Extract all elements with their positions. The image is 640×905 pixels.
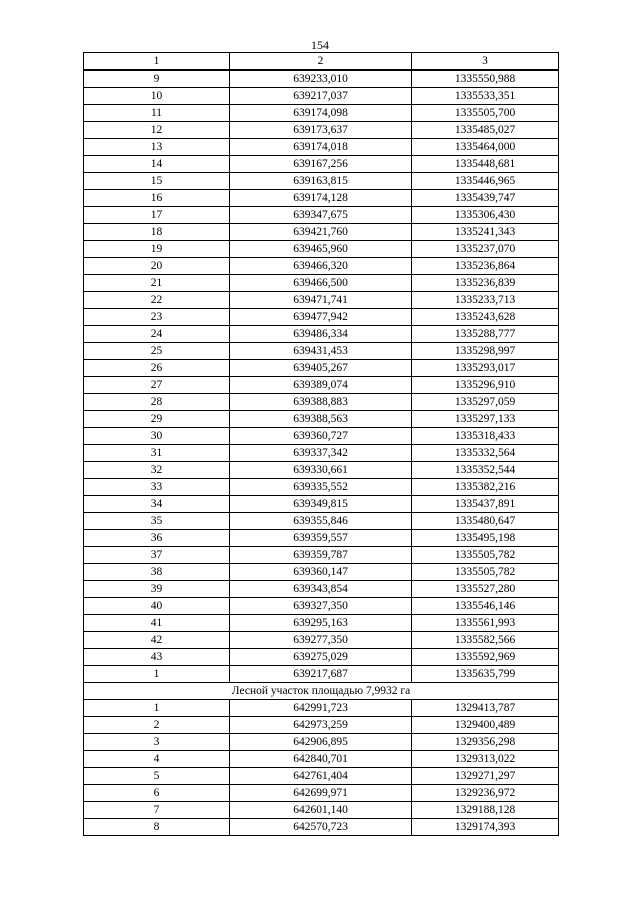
- y-coordinate-cell: 1329271,297: [412, 768, 559, 785]
- x-coordinate-cell: 642570,723: [230, 819, 412, 836]
- table-row: [84, 241, 559, 258]
- table-row: [84, 530, 559, 547]
- point-number-cell: 35: [84, 513, 230, 530]
- point-number-cell: 9: [84, 70, 230, 88]
- point-number-cell: 27: [84, 377, 230, 394]
- table-row: [84, 70, 559, 88]
- y-coordinate-cell: 1335448,681: [412, 156, 559, 173]
- point-number-cell: 13: [84, 139, 230, 156]
- x-coordinate-cell: 639465,960: [230, 241, 412, 258]
- x-coordinate-cell: 639421,760: [230, 224, 412, 241]
- y-coordinate-cell: 1335297,059: [412, 394, 559, 411]
- point-number-cell: 4: [84, 751, 230, 768]
- point-number-cell: 14: [84, 156, 230, 173]
- x-coordinate-cell: 642601,140: [230, 802, 412, 819]
- table-row: [84, 615, 559, 632]
- point-number-cell: 3: [84, 734, 230, 751]
- x-coordinate-cell: 642699,971: [230, 785, 412, 802]
- point-number-cell: 19: [84, 241, 230, 258]
- point-number-cell: 1: [84, 700, 230, 717]
- x-coordinate-cell: 642840,701: [230, 751, 412, 768]
- x-coordinate-cell: 639277,350: [230, 632, 412, 649]
- x-coordinate-cell: 639471,741: [230, 292, 412, 309]
- table-row: [84, 700, 559, 717]
- x-coordinate-cell: 639337,342: [230, 445, 412, 462]
- x-coordinate-cell: 642973,259: [230, 717, 412, 734]
- y-coordinate-cell: 1335527,280: [412, 581, 559, 598]
- y-coordinate-cell: 1329313,022: [412, 751, 559, 768]
- y-coordinate-cell: 1335561,993: [412, 615, 559, 632]
- table-row: [84, 768, 559, 785]
- point-number-cell: 34: [84, 496, 230, 513]
- table-row: [84, 258, 559, 275]
- point-number-cell: 17: [84, 207, 230, 224]
- point-number-cell: 15: [84, 173, 230, 190]
- point-number-cell: 16: [84, 190, 230, 207]
- point-number-cell: 24: [84, 326, 230, 343]
- table-row: [84, 156, 559, 173]
- table-row: [84, 309, 559, 326]
- table-row: [84, 734, 559, 751]
- x-coordinate-cell: 639405,267: [230, 360, 412, 377]
- column-header-y: 3: [412, 53, 559, 71]
- point-number-cell: 23: [84, 309, 230, 326]
- table-row: [84, 411, 559, 428]
- y-coordinate-cell: 1335592,969: [412, 649, 559, 666]
- x-coordinate-cell: 639295,163: [230, 615, 412, 632]
- y-coordinate-cell: 1335505,782: [412, 564, 559, 581]
- y-coordinate-cell: 1335635,799: [412, 666, 559, 683]
- point-number-cell: 38: [84, 564, 230, 581]
- x-coordinate-cell: 639167,256: [230, 156, 412, 173]
- x-coordinate-cell: 639349,815: [230, 496, 412, 513]
- x-coordinate-cell: 639233,010: [230, 70, 412, 88]
- point-number-cell: 41: [84, 615, 230, 632]
- y-coordinate-cell: 1335236,839: [412, 275, 559, 292]
- x-coordinate-cell: 639486,334: [230, 326, 412, 343]
- y-coordinate-cell: 1335243,628: [412, 309, 559, 326]
- point-number-cell: 40: [84, 598, 230, 615]
- y-coordinate-cell: 1329188,128: [412, 802, 559, 819]
- table-row: [84, 207, 559, 224]
- point-number-cell: 33: [84, 479, 230, 496]
- coordinates-table-body: [84, 53, 559, 836]
- x-coordinate-cell: 639174,098: [230, 105, 412, 122]
- y-coordinate-cell: 1335582,566: [412, 632, 559, 649]
- table-row: [84, 462, 559, 479]
- table-row: [84, 513, 559, 530]
- y-coordinate-cell: 1329356,298: [412, 734, 559, 751]
- table-row: [84, 343, 559, 360]
- y-coordinate-cell: 1335296,910: [412, 377, 559, 394]
- x-coordinate-cell: 639360,147: [230, 564, 412, 581]
- y-coordinate-cell: 1335241,343: [412, 224, 559, 241]
- table-row: [84, 139, 559, 156]
- y-coordinate-cell: 1335485,027: [412, 122, 559, 139]
- table-row: [84, 632, 559, 649]
- x-coordinate-cell: 639217,687: [230, 666, 412, 683]
- y-coordinate-cell: 1335382,216: [412, 479, 559, 496]
- y-coordinate-cell: 1335550,988: [412, 70, 559, 88]
- table-row: [84, 377, 559, 394]
- point-number-cell: 1: [84, 666, 230, 683]
- table-row: [84, 598, 559, 615]
- y-coordinate-cell: 1335236,864: [412, 258, 559, 275]
- x-coordinate-cell: 639466,500: [230, 275, 412, 292]
- y-coordinate-cell: 1335352,544: [412, 462, 559, 479]
- point-number-cell: 8: [84, 819, 230, 836]
- y-coordinate-cell: 1329236,972: [412, 785, 559, 802]
- table-row: [84, 785, 559, 802]
- y-coordinate-cell: 1335318,433: [412, 428, 559, 445]
- point-number-cell: 6: [84, 785, 230, 802]
- table-row: [84, 751, 559, 768]
- x-coordinate-cell: 642906,895: [230, 734, 412, 751]
- x-coordinate-cell: 639431,453: [230, 343, 412, 360]
- x-coordinate-cell: 639388,883: [230, 394, 412, 411]
- point-number-cell: 5: [84, 768, 230, 785]
- y-coordinate-cell: 1335505,782: [412, 547, 559, 564]
- x-coordinate-cell: 639359,787: [230, 547, 412, 564]
- table-row: [84, 122, 559, 139]
- x-coordinate-cell: 639360,727: [230, 428, 412, 445]
- table-row: [84, 190, 559, 207]
- y-coordinate-cell: 1335233,713: [412, 292, 559, 309]
- point-number-cell: 12: [84, 122, 230, 139]
- y-coordinate-cell: 1335293,017: [412, 360, 559, 377]
- y-coordinate-cell: 1329413,787: [412, 700, 559, 717]
- point-number-cell: 30: [84, 428, 230, 445]
- table-row: [84, 292, 559, 309]
- table-row: [84, 547, 559, 564]
- table-row: [84, 428, 559, 445]
- point-number-cell: 32: [84, 462, 230, 479]
- table-row: [84, 445, 559, 462]
- y-coordinate-cell: 1335237,070: [412, 241, 559, 258]
- x-coordinate-cell: 639163,815: [230, 173, 412, 190]
- table-row: [84, 394, 559, 411]
- x-coordinate-cell: 639477,942: [230, 309, 412, 326]
- x-coordinate-cell: 639359,557: [230, 530, 412, 547]
- y-coordinate-cell: 1335306,430: [412, 207, 559, 224]
- point-number-cell: 25: [84, 343, 230, 360]
- x-coordinate-cell: 642991,723: [230, 700, 412, 717]
- x-coordinate-cell: 639330,661: [230, 462, 412, 479]
- table-row: [84, 717, 559, 734]
- y-coordinate-cell: 1335464,000: [412, 139, 559, 156]
- y-coordinate-cell: 1335298,997: [412, 343, 559, 360]
- x-coordinate-cell: 639389,074: [230, 377, 412, 394]
- y-coordinate-cell: 1335533,351: [412, 88, 559, 105]
- table-row: [84, 496, 559, 513]
- point-number-cell: 29: [84, 411, 230, 428]
- y-coordinate-cell: 1335437,891: [412, 496, 559, 513]
- point-number-cell: 11: [84, 105, 230, 122]
- column-header-point: 1: [84, 53, 230, 71]
- table-row: [84, 802, 559, 819]
- table-row: [84, 564, 559, 581]
- x-coordinate-cell: 639335,552: [230, 479, 412, 496]
- table-row: [84, 666, 559, 683]
- point-number-cell: 20: [84, 258, 230, 275]
- point-number-cell: 36: [84, 530, 230, 547]
- table-row: [84, 105, 559, 122]
- point-number-cell: 43: [84, 649, 230, 666]
- point-number-cell: 26: [84, 360, 230, 377]
- point-number-cell: 10: [84, 88, 230, 105]
- y-coordinate-cell: 1335505,700: [412, 105, 559, 122]
- x-coordinate-cell: 639217,037: [230, 88, 412, 105]
- y-coordinate-cell: 1335332,564: [412, 445, 559, 462]
- x-coordinate-cell: 639275,029: [230, 649, 412, 666]
- point-number-cell: 28: [84, 394, 230, 411]
- section-title: Лесной участок площадью 7,9932 га: [84, 683, 559, 700]
- x-coordinate-cell: 639174,128: [230, 190, 412, 207]
- section-title-row: [84, 683, 559, 700]
- y-coordinate-cell: 1335495,198: [412, 530, 559, 547]
- table-row: [84, 649, 559, 666]
- x-coordinate-cell: 639388,563: [230, 411, 412, 428]
- point-number-cell: 2: [84, 717, 230, 734]
- x-coordinate-cell: 639343,854: [230, 581, 412, 598]
- point-number-cell: 7: [84, 802, 230, 819]
- x-coordinate-cell: 639327,350: [230, 598, 412, 615]
- table-row: [84, 275, 559, 292]
- y-coordinate-cell: 1329400,489: [412, 717, 559, 734]
- table-row: [84, 819, 559, 836]
- table-row: [84, 88, 559, 105]
- y-coordinate-cell: 1335288,777: [412, 326, 559, 343]
- point-number-cell: 22: [84, 292, 230, 309]
- y-coordinate-cell: 1335297,133: [412, 411, 559, 428]
- x-coordinate-cell: 639355,846: [230, 513, 412, 530]
- y-coordinate-cell: 1335439,747: [412, 190, 559, 207]
- table-row: [84, 224, 559, 241]
- table-row: [84, 173, 559, 190]
- y-coordinate-cell: 1335546,146: [412, 598, 559, 615]
- x-coordinate-cell: 639173,637: [230, 122, 412, 139]
- point-number-cell: 18: [84, 224, 230, 241]
- y-coordinate-cell: 1335480,647: [412, 513, 559, 530]
- y-coordinate-cell: 1335446,965: [412, 173, 559, 190]
- point-number-cell: 42: [84, 632, 230, 649]
- table-header-row: [84, 53, 559, 71]
- x-coordinate-cell: 639466,320: [230, 258, 412, 275]
- point-number-cell: 21: [84, 275, 230, 292]
- table-row: [84, 581, 559, 598]
- column-header-x: 2: [230, 53, 412, 71]
- coordinates-table: [83, 52, 559, 836]
- table-row: [84, 479, 559, 496]
- page-number: 154: [311, 38, 329, 52]
- y-coordinate-cell: 1329174,393: [412, 819, 559, 836]
- x-coordinate-cell: 639347,675: [230, 207, 412, 224]
- point-number-cell: 39: [84, 581, 230, 598]
- point-number-cell: 31: [84, 445, 230, 462]
- x-coordinate-cell: 642761,404: [230, 768, 412, 785]
- x-coordinate-cell: 639174,018: [230, 139, 412, 156]
- point-number-cell: 37: [84, 547, 230, 564]
- table-row: [84, 360, 559, 377]
- table-row: [84, 326, 559, 343]
